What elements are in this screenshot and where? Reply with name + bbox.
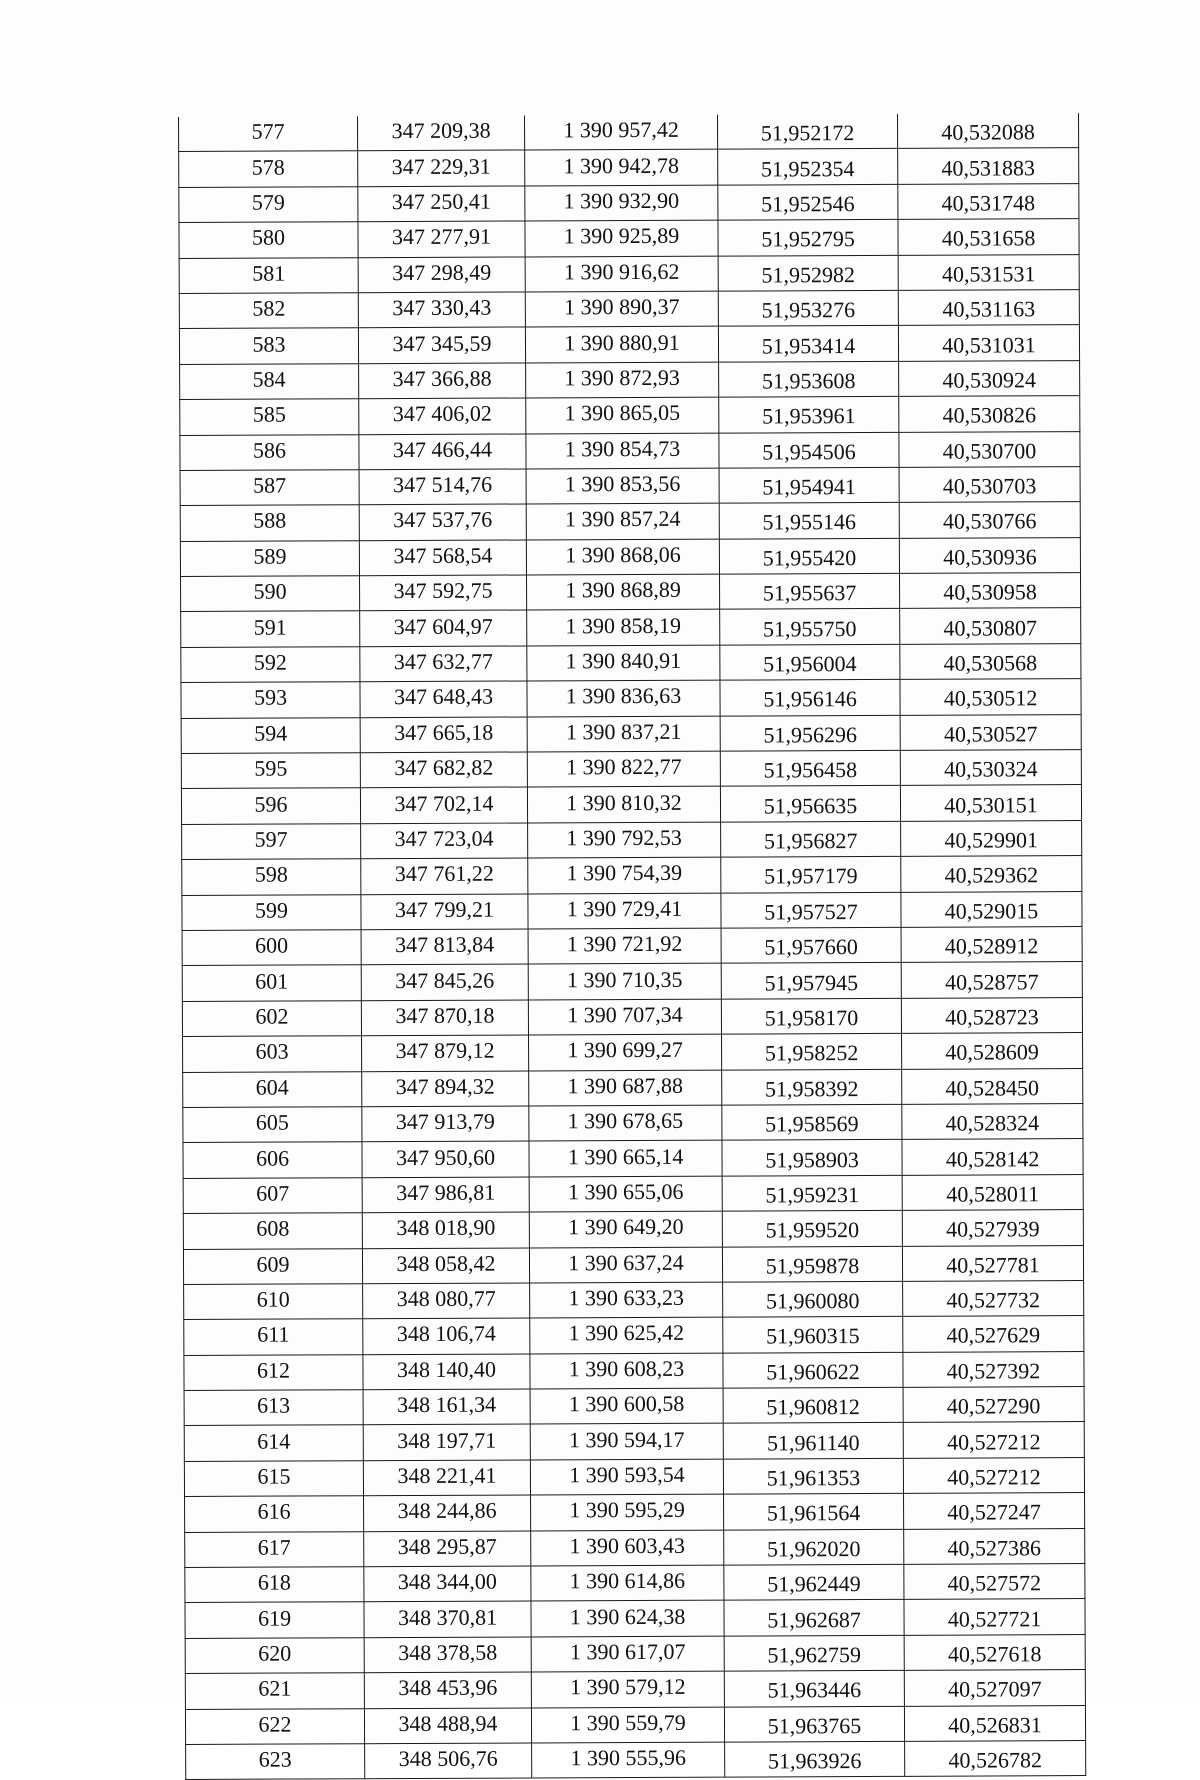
y-coordinate-cell: 1 390 593,54 <box>530 1459 723 1495</box>
y-coordinate-cell: 1 390 836,63 <box>527 680 720 716</box>
latitude-cell: 51,960080 <box>723 1281 903 1317</box>
latitude-cell: 51,962759 <box>724 1635 904 1671</box>
y-coordinate-cell: 1 390 637,24 <box>529 1247 722 1283</box>
latitude-cell: 51,952354 <box>718 149 898 185</box>
point-number-cell: 605 <box>183 1107 362 1143</box>
point-number-cell: 601 <box>182 965 361 1001</box>
latitude-cell: 51,959520 <box>722 1210 902 1246</box>
point-number-cell: 610 <box>184 1284 363 1320</box>
point-number-cell: 594 <box>181 717 360 753</box>
longitude-cell: 40,528723 <box>901 997 1082 1033</box>
table-row <box>181 679 1081 718</box>
latitude-cell: 51,958252 <box>722 1034 902 1070</box>
table-row <box>186 1741 1086 1780</box>
latitude-cell: 51,958392 <box>722 1069 902 1105</box>
x-coordinate-cell: 347 298,49 <box>358 257 525 293</box>
latitude-cell: 51,958903 <box>722 1140 902 1176</box>
longitude-cell: 40,530936 <box>899 537 1080 573</box>
longitude-cell: 40,531163 <box>898 290 1079 326</box>
x-coordinate-cell: 348 370,81 <box>364 1601 531 1637</box>
x-coordinate-cell: 347 723,04 <box>361 823 528 859</box>
point-number-cell: 604 <box>183 1071 362 1107</box>
x-coordinate-cell: 347 950,60 <box>362 1141 529 1177</box>
point-number-cell: 613 <box>184 1390 363 1426</box>
longitude-cell: 40,527721 <box>904 1599 1085 1635</box>
x-coordinate-cell: 347 330,43 <box>358 292 525 328</box>
point-number-cell: 617 <box>185 1531 364 1567</box>
y-coordinate-cell: 1 390 559,79 <box>531 1707 724 1743</box>
point-number-cell: 579 <box>179 186 358 222</box>
x-coordinate-cell: 347 665,18 <box>360 717 527 753</box>
latitude-cell: 51,956827 <box>721 821 901 857</box>
latitude-cell: 51,952982 <box>718 255 898 291</box>
y-coordinate-cell: 1 390 707,34 <box>528 999 721 1035</box>
table-row <box>182 927 1082 966</box>
x-coordinate-cell: 347 250,41 <box>358 186 525 222</box>
y-coordinate-cell: 1 390 687,88 <box>529 1070 722 1106</box>
point-number-cell: 589 <box>180 540 359 576</box>
y-coordinate-cell: 1 390 617,07 <box>531 1636 724 1672</box>
longitude-cell: 40,531031 <box>898 325 1079 361</box>
table-row <box>185 1564 1085 1603</box>
x-coordinate-cell: 347 845,26 <box>361 964 528 1000</box>
table-row <box>183 1174 1083 1213</box>
longitude-cell: 40,526782 <box>905 1741 1086 1777</box>
table-row <box>185 1599 1085 1638</box>
point-number-cell: 578 <box>179 151 358 187</box>
latitude-cell: 51,952546 <box>718 184 898 220</box>
x-coordinate-cell: 347 894,32 <box>362 1071 529 1107</box>
point-number-cell: 603 <box>183 1036 362 1072</box>
y-coordinate-cell: 1 390 854,73 <box>526 433 719 469</box>
latitude-cell: 51,955420 <box>719 538 899 574</box>
y-coordinate-cell: 1 390 890,37 <box>525 291 718 327</box>
table-row <box>180 502 1080 541</box>
point-number-cell: 597 <box>182 824 361 860</box>
latitude-cell: 51,956146 <box>720 680 900 716</box>
latitude-cell: 51,953961 <box>719 396 899 432</box>
y-coordinate-cell: 1 390 857,24 <box>526 503 719 539</box>
longitude-cell: 40,527097 <box>904 1670 1085 1706</box>
longitude-cell: 40,527781 <box>902 1245 1083 1281</box>
y-coordinate-cell: 1 390 555,96 <box>532 1742 725 1778</box>
table-row <box>184 1280 1084 1319</box>
latitude-cell: 51,956296 <box>720 715 900 751</box>
longitude-cell: 40,530568 <box>900 643 1081 679</box>
y-coordinate-cell: 1 390 603,43 <box>531 1530 724 1566</box>
table-row <box>184 1387 1084 1426</box>
latitude-cell: 51,963926 <box>725 1741 905 1777</box>
longitude-cell: 40,527618 <box>904 1634 1085 1670</box>
table-row <box>180 431 1080 470</box>
y-coordinate-cell: 1 390 633,23 <box>530 1282 723 1318</box>
point-number-cell: 621 <box>185 1673 364 1709</box>
y-coordinate-cell: 1 390 678,65 <box>529 1105 722 1141</box>
point-number-cell: 582 <box>179 293 358 329</box>
latitude-cell: 51,958170 <box>721 998 901 1034</box>
table-row <box>179 148 1079 187</box>
longitude-cell: 40,531883 <box>898 148 1079 184</box>
x-coordinate-cell: 347 682,82 <box>360 752 527 788</box>
x-coordinate-cell: 347 761,22 <box>361 858 528 894</box>
latitude-cell: 51,961353 <box>723 1458 903 1494</box>
latitude-cell: 51,952795 <box>718 220 898 256</box>
point-number-cell: 595 <box>181 753 360 789</box>
latitude-cell: 51,960622 <box>723 1352 903 1388</box>
y-coordinate-cell: 1 390 925,89 <box>525 220 718 256</box>
longitude-cell: 40,527732 <box>903 1280 1084 1316</box>
table-row <box>184 1457 1084 1496</box>
table-row <box>183 1245 1083 1284</box>
table-row <box>183 1103 1083 1142</box>
x-coordinate-cell: 348 378,58 <box>364 1637 531 1673</box>
longitude-cell: 40,527247 <box>904 1493 1085 1529</box>
table-row <box>180 466 1080 505</box>
latitude-cell: 51,956458 <box>720 750 900 786</box>
point-number-cell: 618 <box>185 1567 364 1603</box>
point-number-cell: 592 <box>181 647 360 683</box>
y-coordinate-cell: 1 390 942,78 <box>525 150 718 186</box>
point-number-cell: 609 <box>183 1248 362 1284</box>
x-coordinate-cell: 347 345,59 <box>358 327 525 363</box>
point-number-cell: 614 <box>184 1425 363 1461</box>
y-coordinate-cell: 1 390 916,62 <box>525 256 718 292</box>
longitude-cell: 40,531658 <box>898 219 1079 255</box>
latitude-cell: 51,957660 <box>721 927 901 963</box>
latitude-cell: 51,956004 <box>720 644 900 680</box>
point-number-cell: 616 <box>185 1496 364 1532</box>
x-coordinate-cell: 347 913,79 <box>362 1106 529 1142</box>
latitude-cell: 51,957527 <box>721 892 901 928</box>
latitude-cell: 51,962020 <box>724 1529 904 1565</box>
latitude-cell: 51,959231 <box>722 1175 902 1211</box>
y-coordinate-cell: 1 390 608,23 <box>530 1353 723 1389</box>
point-number-cell: 593 <box>181 682 360 718</box>
longitude-cell: 40,527212 <box>903 1422 1084 1458</box>
y-coordinate-cell: 1 390 957,42 <box>524 115 717 151</box>
x-coordinate-cell: 348 140,40 <box>363 1354 530 1390</box>
point-number-cell: 608 <box>183 1213 362 1249</box>
point-number-cell: 590 <box>181 576 360 612</box>
longitude-cell: 40,528450 <box>902 1068 1083 1104</box>
point-number-cell: 577 <box>179 116 358 152</box>
latitude-cell: 51,952172 <box>717 114 897 150</box>
latitude-cell: 51,955750 <box>720 609 900 645</box>
table-row <box>183 1033 1083 1072</box>
y-coordinate-cell: 1 390 614,86 <box>531 1565 724 1601</box>
table-row <box>181 643 1081 682</box>
latitude-cell: 51,955146 <box>719 503 899 539</box>
longitude-cell: 40,528142 <box>902 1139 1083 1175</box>
table-row <box>181 608 1081 647</box>
x-coordinate-cell: 347 209,38 <box>357 115 524 151</box>
y-coordinate-cell: 1 390 754,39 <box>528 857 721 893</box>
x-coordinate-cell: 348 080,77 <box>363 1283 530 1319</box>
y-coordinate-cell: 1 390 792,53 <box>528 822 721 858</box>
point-number-cell: 612 <box>184 1354 363 1390</box>
y-coordinate-cell: 1 390 880,91 <box>525 326 718 362</box>
latitude-cell: 51,956635 <box>720 786 900 822</box>
latitude-cell: 51,961564 <box>724 1494 904 1530</box>
y-coordinate-cell: 1 390 699,27 <box>529 1034 722 1070</box>
x-coordinate-cell: 348 018,90 <box>362 1212 529 1248</box>
table-row <box>181 573 1081 612</box>
table-row <box>182 962 1082 1001</box>
longitude-cell: 40,528011 <box>902 1174 1083 1210</box>
latitude-cell: 51,958569 <box>722 1104 902 1140</box>
point-number-cell: 600 <box>182 930 361 966</box>
point-number-cell: 581 <box>179 257 358 293</box>
x-coordinate-cell: 347 604,97 <box>360 610 527 646</box>
y-coordinate-cell: 1 390 865,05 <box>526 397 719 433</box>
x-coordinate-cell: 347 568,54 <box>359 540 526 576</box>
point-number-cell: 619 <box>185 1602 364 1638</box>
y-coordinate-cell: 1 390 868,06 <box>526 539 719 575</box>
point-number-cell: 585 <box>180 399 359 435</box>
longitude-cell: 40,527939 <box>902 1210 1083 1246</box>
latitude-cell: 51,962687 <box>724 1600 904 1636</box>
table-row <box>183 1139 1083 1178</box>
y-coordinate-cell: 1 390 579,12 <box>531 1671 724 1707</box>
y-coordinate-cell: 1 390 595,29 <box>531 1494 724 1530</box>
longitude-cell: 40,530924 <box>899 360 1080 396</box>
table-row <box>185 1670 1085 1709</box>
x-coordinate-cell: 347 592,75 <box>360 575 527 611</box>
point-number-cell: 598 <box>182 859 361 895</box>
longitude-cell: 40,528757 <box>901 962 1082 998</box>
x-coordinate-cell: 348 197,71 <box>363 1424 530 1460</box>
longitude-cell: 40,527572 <box>904 1564 1085 1600</box>
table-row <box>182 997 1082 1036</box>
x-coordinate-cell: 348 244,86 <box>364 1495 531 1531</box>
x-coordinate-cell: 348 221,41 <box>363 1460 530 1496</box>
x-coordinate-cell: 347 537,76 <box>359 504 526 540</box>
table-row <box>185 1634 1085 1673</box>
longitude-cell: 40,527629 <box>903 1316 1084 1352</box>
longitude-cell: 40,530512 <box>900 679 1081 715</box>
table-row <box>182 820 1082 859</box>
latitude-cell: 51,963765 <box>724 1706 904 1742</box>
latitude-cell: 51,955637 <box>720 573 900 609</box>
table-row <box>184 1316 1084 1355</box>
point-number-cell: 599 <box>182 894 361 930</box>
longitude-cell: 40,526831 <box>904 1705 1085 1741</box>
y-coordinate-cell: 1 390 932,90 <box>525 185 718 221</box>
y-coordinate-cell: 1 390 624,38 <box>531 1601 724 1637</box>
table-row <box>183 1210 1083 1249</box>
y-coordinate-cell: 1 390 858,19 <box>527 610 720 646</box>
x-coordinate-cell: 348 295,87 <box>364 1531 531 1567</box>
longitude-cell: 40,530826 <box>899 396 1080 432</box>
longitude-cell: 40,529362 <box>901 856 1082 892</box>
latitude-cell: 51,960812 <box>723 1387 903 1423</box>
point-number-cell: 623 <box>186 1744 365 1780</box>
coordinates-table-body <box>179 113 1086 1780</box>
longitude-cell: 40,531531 <box>898 254 1079 290</box>
table-row <box>180 537 1080 576</box>
longitude-cell: 40,530703 <box>899 466 1080 502</box>
longitude-cell: 40,529015 <box>901 891 1082 927</box>
x-coordinate-cell: 348 488,94 <box>364 1708 531 1744</box>
latitude-cell: 51,954941 <box>719 467 899 503</box>
table-row <box>181 714 1081 753</box>
x-coordinate-cell: 347 466,44 <box>359 434 526 470</box>
x-coordinate-cell: 347 406,02 <box>359 398 526 434</box>
y-coordinate-cell: 1 390 665,14 <box>529 1140 722 1176</box>
latitude-cell: 51,963446 <box>724 1671 904 1707</box>
y-coordinate-cell: 1 390 822,77 <box>527 751 720 787</box>
longitude-cell: 40,530527 <box>900 714 1081 750</box>
longitude-cell: 40,530766 <box>899 502 1080 538</box>
table-row <box>184 1351 1084 1390</box>
longitude-cell: 40,530958 <box>899 573 1080 609</box>
y-coordinate-cell: 1 390 853,56 <box>526 468 719 504</box>
longitude-cell: 40,530151 <box>900 785 1081 821</box>
x-coordinate-cell: 347 648,43 <box>360 681 527 717</box>
longitude-cell: 40,530324 <box>900 750 1081 786</box>
x-coordinate-cell: 347 702,14 <box>360 787 527 823</box>
table-row <box>185 1705 1085 1744</box>
table-row <box>185 1493 1085 1532</box>
latitude-cell: 51,954506 <box>719 432 899 468</box>
latitude-cell: 51,957179 <box>721 857 901 893</box>
table-row <box>182 891 1082 930</box>
point-number-cell: 622 <box>185 1708 364 1744</box>
longitude-cell: 40,529901 <box>901 820 1082 856</box>
point-number-cell: 584 <box>180 363 359 399</box>
latitude-cell: 51,953276 <box>718 290 898 326</box>
x-coordinate-cell: 347 813,84 <box>361 929 528 965</box>
table-row <box>179 325 1079 364</box>
y-coordinate-cell: 1 390 625,42 <box>530 1317 723 1353</box>
point-number-cell: 615 <box>184 1461 363 1497</box>
latitude-cell: 51,960315 <box>723 1317 903 1353</box>
point-number-cell: 596 <box>181 788 360 824</box>
point-number-cell: 607 <box>183 1177 362 1213</box>
longitude-cell: 40,527290 <box>903 1387 1084 1423</box>
x-coordinate-cell: 347 799,21 <box>361 894 528 930</box>
table-row <box>184 1422 1084 1461</box>
table-row <box>179 290 1079 329</box>
longitude-cell: 40,527386 <box>904 1528 1085 1564</box>
table-row <box>179 254 1079 293</box>
y-coordinate-cell: 1 390 655,06 <box>529 1176 722 1212</box>
point-number-cell: 606 <box>183 1142 362 1178</box>
table-row <box>185 1528 1085 1567</box>
y-coordinate-cell: 1 390 721,92 <box>528 928 721 964</box>
longitude-cell: 40,530700 <box>899 431 1080 467</box>
latitude-cell: 51,957945 <box>721 963 901 999</box>
y-coordinate-cell: 1 390 872,93 <box>526 362 719 398</box>
x-coordinate-cell: 347 277,91 <box>358 221 525 257</box>
y-coordinate-cell: 1 390 594,17 <box>530 1424 723 1460</box>
table-row <box>179 183 1079 222</box>
latitude-cell: 51,962449 <box>724 1564 904 1600</box>
latitude-cell: 51,959878 <box>722 1246 902 1282</box>
point-number-cell: 580 <box>179 222 358 258</box>
longitude-cell: 40,528324 <box>902 1103 1083 1139</box>
x-coordinate-cell: 348 058,42 <box>362 1247 529 1283</box>
x-coordinate-cell: 347 879,12 <box>362 1035 529 1071</box>
point-number-cell: 586 <box>180 434 359 470</box>
longitude-cell: 40,528609 <box>902 1033 1083 1069</box>
x-coordinate-cell: 347 366,88 <box>359 363 526 399</box>
point-number-cell: 587 <box>180 470 359 506</box>
point-number-cell: 591 <box>181 611 360 647</box>
y-coordinate-cell: 1 390 810,32 <box>527 787 720 823</box>
coordinates-table <box>178 113 1086 1780</box>
y-coordinate-cell: 1 390 840,91 <box>527 645 720 681</box>
point-number-cell: 620 <box>185 1637 364 1673</box>
table-row <box>180 396 1080 435</box>
x-coordinate-cell: 348 506,76 <box>365 1743 532 1779</box>
table-row <box>180 360 1080 399</box>
point-number-cell: 588 <box>180 505 359 541</box>
x-coordinate-cell: 347 514,76 <box>359 469 526 505</box>
latitude-cell: 51,953414 <box>718 326 898 362</box>
longitude-cell: 40,528912 <box>901 927 1082 963</box>
latitude-cell: 51,961140 <box>723 1423 903 1459</box>
latitude-cell: 51,953608 <box>719 361 899 397</box>
point-number-cell: 602 <box>182 1000 361 1036</box>
table-row <box>183 1068 1083 1107</box>
longitude-cell: 40,527392 <box>903 1351 1084 1387</box>
y-coordinate-cell: 1 390 649,20 <box>529 1211 722 1247</box>
longitude-cell: 40,532088 <box>897 113 1078 149</box>
x-coordinate-cell: 348 453,96 <box>364 1672 531 1708</box>
y-coordinate-cell: 1 390 868,89 <box>527 574 720 610</box>
y-coordinate-cell: 1 390 837,21 <box>527 716 720 752</box>
x-coordinate-cell: 347 632,77 <box>360 646 527 682</box>
point-number-cell: 583 <box>179 328 358 364</box>
x-coordinate-cell: 347 229,31 <box>358 150 525 186</box>
table-row <box>179 113 1079 152</box>
longitude-cell: 40,527212 <box>903 1457 1084 1493</box>
table-row <box>182 856 1082 895</box>
table-row <box>181 785 1081 824</box>
y-coordinate-cell: 1 390 600,58 <box>530 1388 723 1424</box>
longitude-cell: 40,530807 <box>900 608 1081 644</box>
point-number-cell: 611 <box>184 1319 363 1355</box>
x-coordinate-cell: 348 161,34 <box>363 1389 530 1425</box>
y-coordinate-cell: 1 390 710,35 <box>528 964 721 1000</box>
longitude-cell: 40,531748 <box>898 183 1079 219</box>
x-coordinate-cell: 348 344,00 <box>364 1566 531 1602</box>
x-coordinate-cell: 348 106,74 <box>363 1318 530 1354</box>
y-coordinate-cell: 1 390 729,41 <box>528 893 721 929</box>
table-row <box>181 750 1081 789</box>
x-coordinate-cell: 347 986,81 <box>362 1177 529 1213</box>
x-coordinate-cell: 347 870,18 <box>361 1000 528 1036</box>
table-row <box>179 219 1079 258</box>
